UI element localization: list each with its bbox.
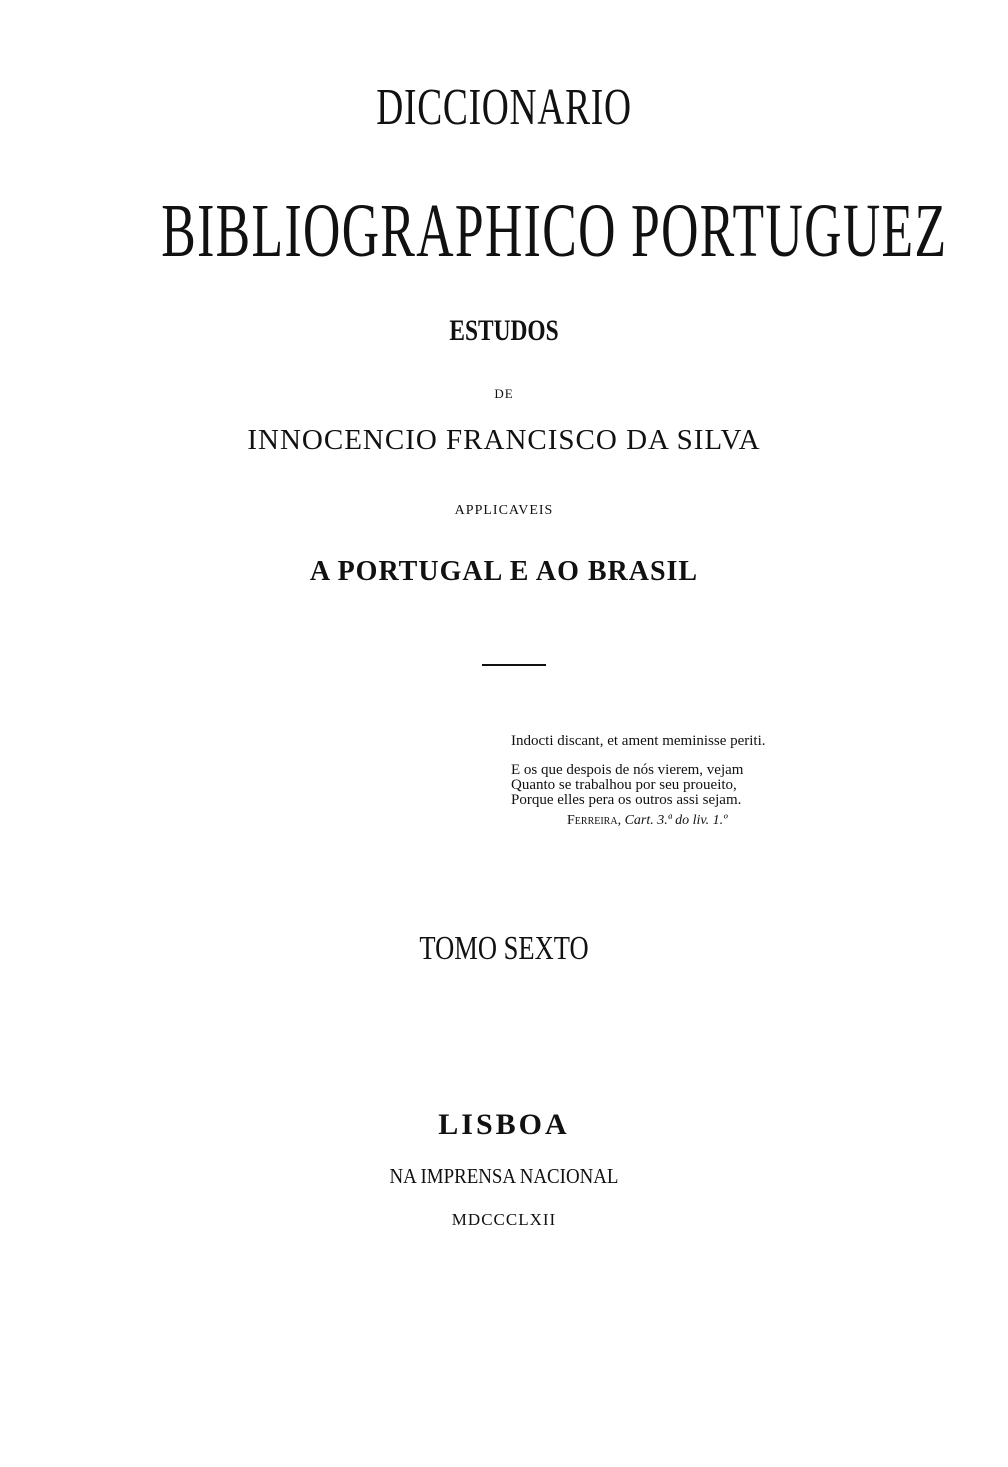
epigraph — [511, 734, 766, 828]
subtitle-de: DE — [494, 386, 514, 401]
subtitle-estudos: ESTUDOS — [449, 314, 559, 347]
epigraph-verse-line: E os que despois de nós vierem, vejam — [511, 762, 744, 778]
epigraph-latin: Indocti discant, et ament meminisse periti. — [511, 733, 766, 749]
imprint-year: MDCCCLXII — [451, 1210, 557, 1229]
subtitle-destination: A PORTUGAL E AO BRASIL — [309, 556, 699, 587]
title-line-1: DICCIONARIO — [376, 79, 632, 136]
author-name: INNOCENCIO FRANCISCO DA SILVA — [247, 424, 761, 456]
epigraph-verse-line: Porque elles pera os outros assi sejam. — [511, 792, 742, 808]
epigraph-verse-line: Quanto se trabalhou por seu proueito, — [511, 777, 737, 793]
subtitle-applicaveis: APPLICAVEIS — [454, 503, 554, 518]
epigraph-citation — [511, 813, 766, 828]
divider-rule — [482, 664, 546, 666]
imprint-city: LISBOA — [438, 1108, 570, 1141]
citation-work: Cart. 3.ª do liv. 1.º — [624, 813, 728, 828]
imprint-printer: NA IMPRENSA NACIONAL — [389, 1164, 619, 1188]
citation-author: Ferreira, — [567, 813, 622, 828]
title-line-2: BIBLIOGRAPHICO PORTUGUEZ — [161, 189, 948, 273]
volume-label: TOMO SEXTO — [419, 930, 589, 967]
